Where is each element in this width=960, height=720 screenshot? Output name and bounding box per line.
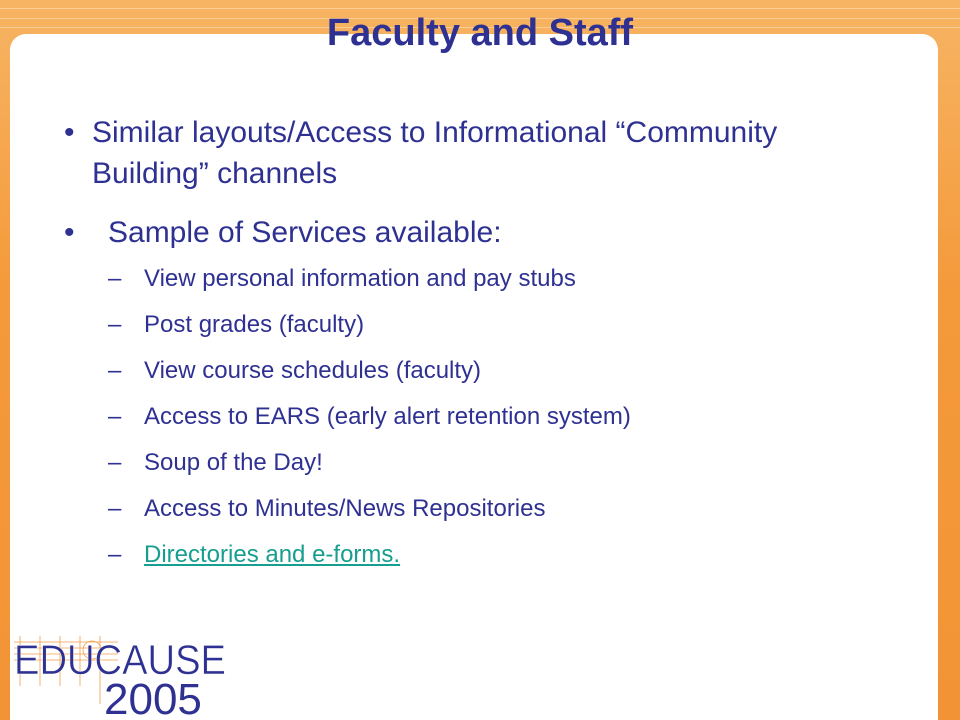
logo-year: 2005: [104, 675, 202, 720]
sub-bullet-list: [108, 256, 631, 578]
dash-marker: –: [108, 541, 122, 568]
sub-bullet-text: View course schedules (faculty): [144, 357, 482, 384]
bullet-item: [58, 112, 898, 194]
sub-bullet-item: [108, 302, 631, 348]
bullet-text: Sample of Services available:: [108, 216, 502, 249]
sub-bullet-text: Post grades (faculty): [144, 311, 365, 338]
bullet-text: Similar layouts/Access to Informational “Community Building” channels: [92, 116, 778, 190]
bullet-marker: •: [64, 116, 75, 149]
logo-word: EDUCAUSE: [14, 636, 226, 683]
educause-2005-logo: [0, 616, 240, 720]
sub-bullet-item: [108, 256, 631, 302]
dash-marker: –: [108, 495, 122, 522]
bullet-list: [58, 112, 898, 271]
slide-title: Faculty and Staff: [326, 12, 634, 54]
sub-bullet-item: [108, 348, 631, 394]
dash-marker: –: [108, 311, 122, 338]
directories-link[interactable]: Directories and e-forms.: [144, 541, 401, 568]
bullet-item: [58, 212, 898, 253]
dash-marker: –: [108, 265, 122, 292]
sub-bullet-item: [108, 486, 631, 532]
sub-bullet-item: [108, 394, 631, 440]
dash-marker: –: [108, 403, 122, 430]
dash-marker: –: [108, 357, 122, 384]
decorative-line: [0, 8, 960, 9]
sub-bullet-item: [108, 532, 631, 578]
sub-bullet-text: View personal information and pay stubs: [144, 265, 576, 292]
sub-bullet-text: Access to EARS (early alert retention system): [144, 403, 631, 430]
sub-bullet-item: [108, 440, 631, 486]
dash-marker: –: [108, 449, 122, 476]
sub-bullet-text: Access to Minutes/News Repositories: [144, 495, 546, 522]
sub-bullet-text: Soup of the Day!: [144, 449, 323, 476]
bullet-marker: •: [64, 216, 75, 249]
